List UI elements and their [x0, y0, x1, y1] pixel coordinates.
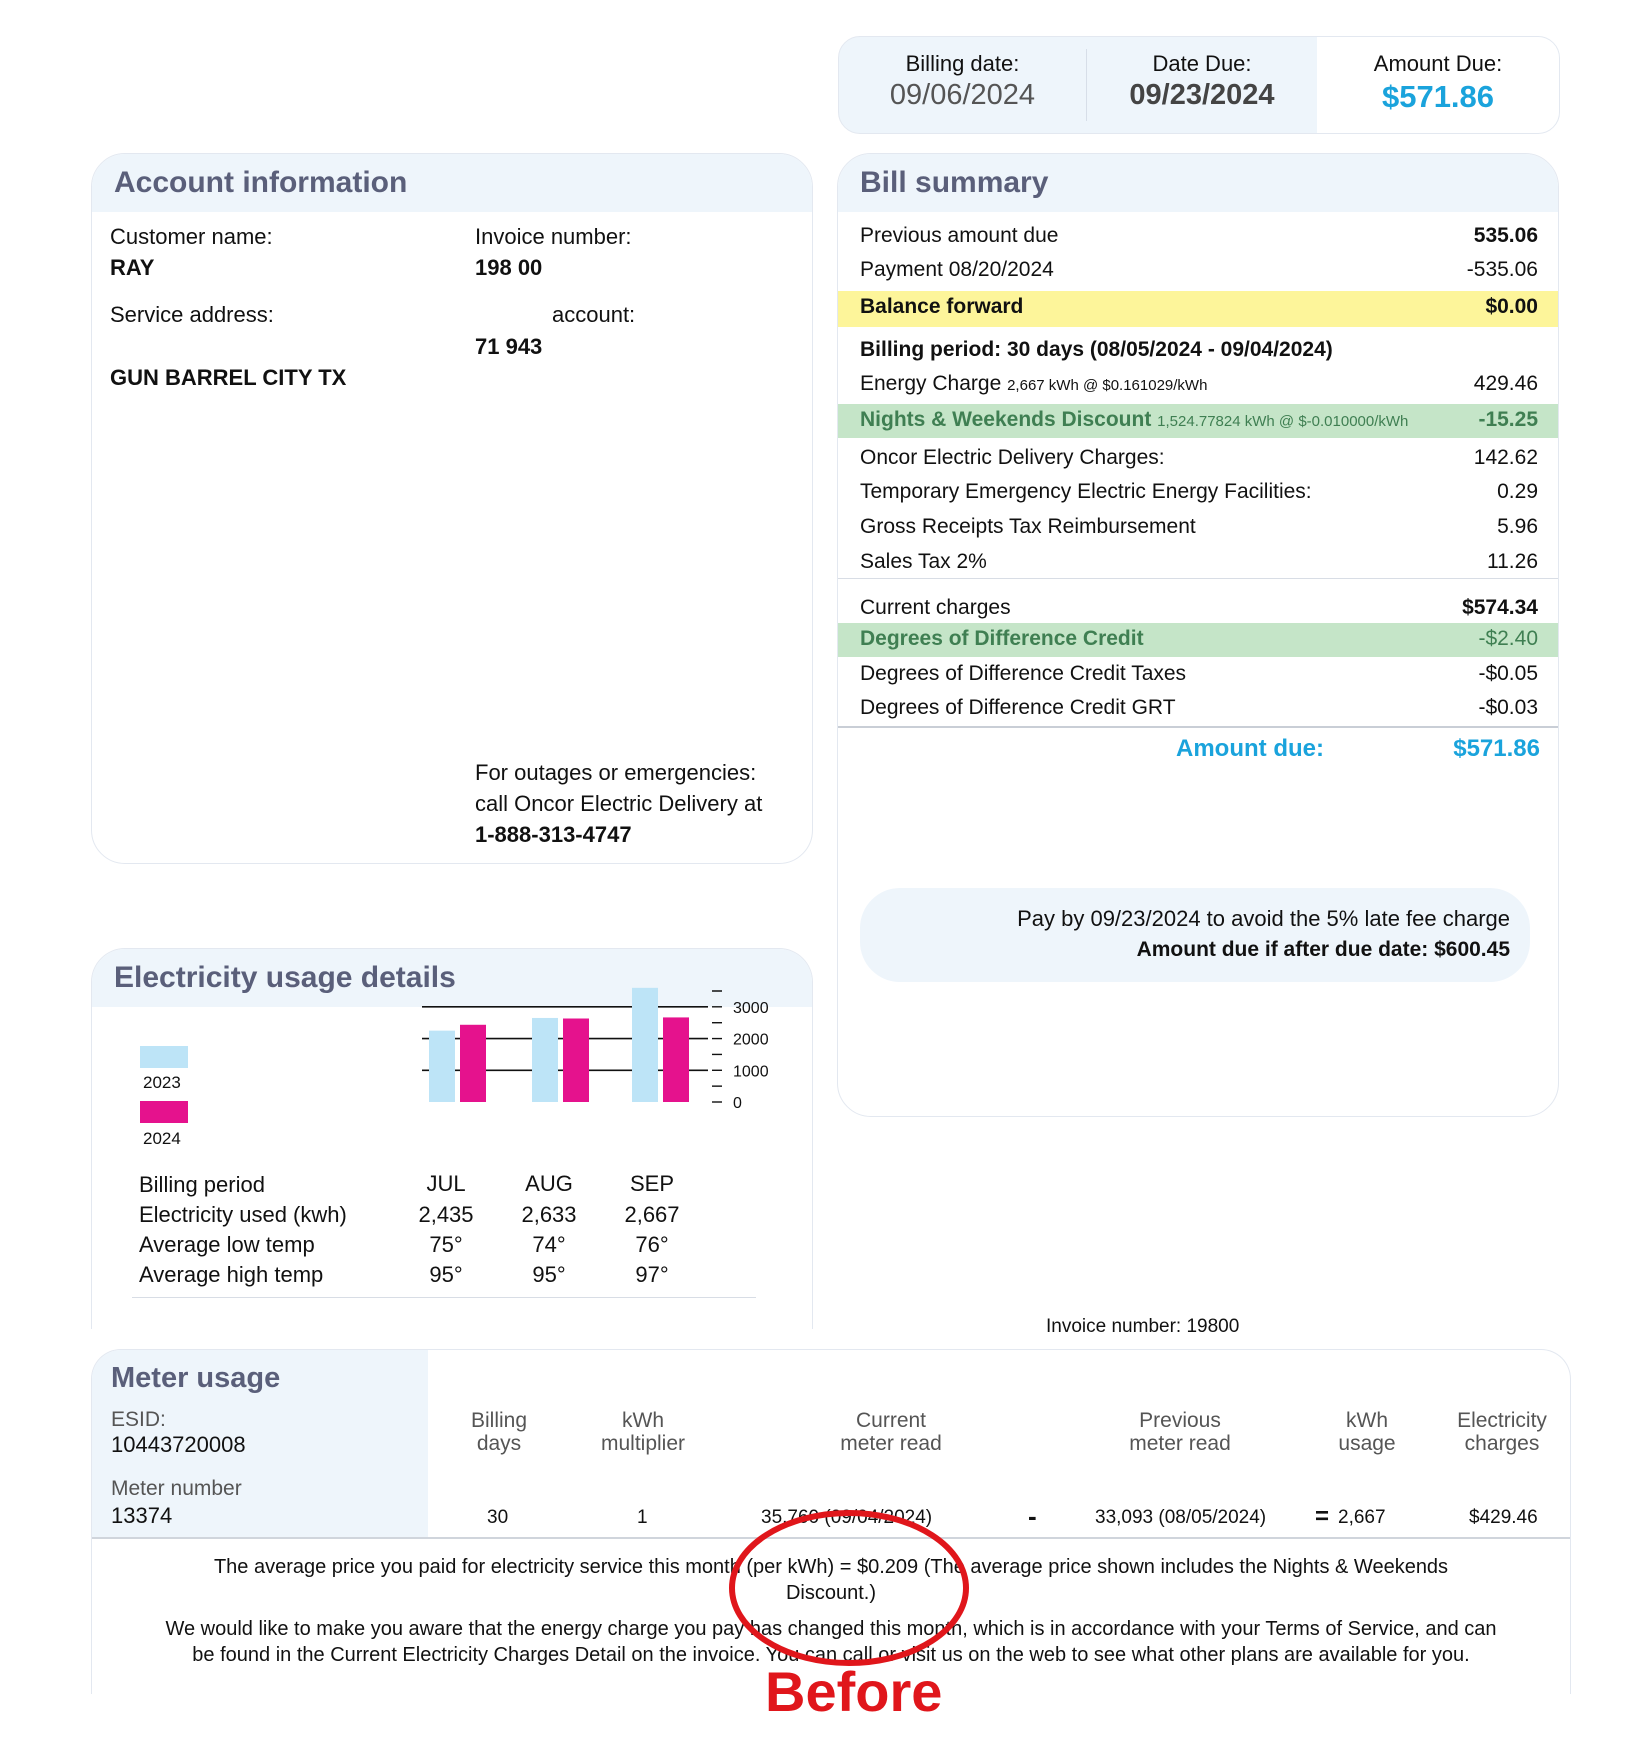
usage-details-title: Electricity usage details [92, 949, 812, 1007]
summary-row-payment [838, 254, 1558, 288]
current-read-value: 35,760 (09/04/2024) [761, 1507, 933, 1528]
header-current-read [811, 1409, 971, 1455]
before-label: Before [765, 1660, 943, 1723]
row-label: Balance forward [860, 295, 1024, 318]
summary-row-degrees-grt [838, 692, 1558, 726]
row-detail: 2,667 kWh @ $0.161029/kWh [1007, 377, 1208, 394]
row-value: $574.34 [1462, 596, 1538, 619]
row-label: Previous amount due [860, 224, 1059, 247]
usage-row-label-kwh: Electricity used (kwh) [139, 1202, 347, 1227]
usage-details-panel [91, 948, 813, 1329]
account-information-panel [91, 153, 813, 864]
bill-summary-title: Bill summary [838, 154, 1558, 212]
outage-line-1: For outages or emergencies: [475, 760, 757, 785]
date-due-value: 09/23/2024 [1129, 79, 1275, 111]
bar-jul-2023 [429, 1031, 455, 1102]
summary-row-degrees-credit [838, 623, 1558, 657]
minus-sign: - [1028, 1501, 1037, 1531]
tick-label: 0 [733, 1095, 742, 1112]
legend-label-2023: 2023 [143, 1073, 181, 1092]
electricity-charges-value: $429.46 [1469, 1507, 1538, 1528]
amount-due-total-value: $571.86 [1453, 735, 1540, 762]
outage-phone: 1-888-313-4747 [475, 822, 632, 847]
row-value: $0.00 [1485, 295, 1538, 318]
average-price-line-2: Discount.) [785, 1582, 877, 1604]
meter-usage-panel [91, 1349, 1571, 1694]
kwh-aug: 2,633 [521, 1202, 577, 1227]
amount-due-value: $571.86 [1381, 79, 1495, 114]
row-label: Payment 08/20/2024 [860, 258, 1054, 281]
header-text: kWh multiplier [600, 1409, 686, 1455]
high-sep: 97° [635, 1262, 669, 1287]
summary-row-sales-tax [838, 546, 1558, 580]
usage-bar-chart [92, 949, 812, 1149]
meter-usage-title: Meter usage [111, 1362, 281, 1394]
divider [838, 578, 1558, 579]
summary-row-previous [838, 220, 1558, 254]
row-value: -$0.05 [1478, 662, 1538, 685]
customer-name: RAY [110, 255, 155, 280]
esid-label: ESID: [111, 1408, 166, 1431]
high-aug: 95° [532, 1262, 566, 1287]
late-fee-line-2: Amount due if after due date: $600.45 [1136, 938, 1510, 961]
esid-value: 10443720008 [111, 1432, 246, 1457]
header-text: Electricity charges [1457, 1409, 1547, 1455]
row-label: Current charges [860, 596, 1011, 619]
usage-row-label-high: Average high temp [139, 1262, 324, 1287]
summary-row-current-charges [838, 592, 1558, 626]
account-information-title: Account information [92, 154, 812, 212]
bar-sep-2023 [632, 988, 658, 1102]
average-price-line-1: The average price you paid for electricity service this month (per kWh) = $0.209 (The average price shown includes the Nights & Weekends [213, 1556, 1449, 1578]
header-text: Billing days [470, 1409, 528, 1455]
invoice-number: 198 00 [475, 255, 543, 280]
row-label: Degrees of Difference Credit [860, 627, 1144, 650]
summary-row-balance-forward [838, 291, 1558, 327]
date-due-cell [1087, 37, 1317, 133]
kwh-sep: 2,667 [624, 1202, 680, 1227]
header-text: Previous meter read [1129, 1409, 1231, 1455]
row-label: Oncor Electric Delivery Charges: [860, 446, 1165, 469]
summary-row-nights-weekends [838, 404, 1558, 438]
tick-label: 1000 [733, 1063, 769, 1081]
low-jul: 75° [429, 1232, 463, 1257]
summary-row-billing-period [838, 334, 1558, 368]
row-value: 0.29 [1497, 480, 1538, 503]
amount-due-cell [1317, 37, 1559, 133]
divider [92, 1537, 1570, 1539]
header-billing-days [439, 1409, 559, 1455]
header-electricity-charges [1432, 1409, 1571, 1455]
billing-date-cell [839, 37, 1086, 133]
account-number: 71 943 [475, 334, 543, 359]
header-kwh-multiplier [573, 1409, 713, 1455]
date-due-label: Date Due: [1152, 51, 1252, 76]
row-label: Billing period: 30 days (08/05/2024 - 09/04/2024) [860, 338, 1333, 361]
summary-row-gross-receipts [838, 511, 1558, 545]
divider [838, 726, 1558, 728]
billing-header [838, 36, 1560, 134]
row-value: -$2.40 [1478, 627, 1538, 650]
row-label: Degrees of Difference Credit GRT [860, 696, 1176, 719]
meter-invoice-line: Invoice number: 19800 [1046, 1316, 1240, 1337]
notice-line-2: be found in the Current Electricity Charges Detail on the invoice. You can call or visit us on the web to see what other plans are available for you. [192, 1644, 1470, 1666]
billing-date-label: Billing date: [905, 51, 1020, 76]
month-sep: SEP [629, 1171, 675, 1196]
header-text: Current meter read [840, 1409, 942, 1455]
equals-sign: = [1315, 1503, 1330, 1530]
summary-row-energy-charge [838, 368, 1558, 402]
bar-sep-2024 [663, 1017, 689, 1102]
service-city: GUN BARREL CITY TX [110, 365, 347, 390]
high-jul: 95° [429, 1262, 463, 1287]
service-address-label: Service address: [110, 302, 274, 327]
multiplier-value: 1 [637, 1507, 648, 1528]
row-value: 142.62 [1473, 446, 1538, 469]
bill-summary-panel [837, 153, 1559, 1117]
month-jul: JUL [426, 1171, 466, 1196]
usage-row-label-billing-period: Billing period [139, 1172, 265, 1197]
summary-row-temporary-emergency [838, 476, 1558, 510]
month-aug: AUG [525, 1171, 573, 1196]
outage-line-2: call Oncor Electric Delivery at [475, 791, 763, 816]
bar-aug-2024 [563, 1018, 589, 1102]
row-value: -535.06 [1466, 258, 1538, 281]
account-label: account: [552, 302, 636, 327]
row-value: 535.06 [1473, 224, 1538, 247]
header-previous-read [1100, 1409, 1260, 1455]
invoice-number-label: Invoice number: [475, 224, 632, 249]
low-aug: 74° [532, 1232, 566, 1257]
tick-label: 2000 [733, 1031, 769, 1049]
late-fee-box [860, 888, 1530, 982]
row-detail: 1,524.77824 kWh @ $-0.010000/kWh [1157, 413, 1409, 430]
divider [132, 1297, 756, 1298]
kwh-usage-value: 2,667 [1338, 1507, 1386, 1528]
summary-row-oncor [838, 442, 1558, 476]
header-kwh-usage [1307, 1409, 1427, 1455]
row-label: Sales Tax 2% [860, 550, 987, 573]
row-value: -15.25 [1478, 408, 1538, 431]
amount-due-label: Amount Due: [1373, 51, 1503, 76]
low-sep: 76° [635, 1232, 669, 1257]
billing-date-value: 09/06/2024 [889, 79, 1036, 111]
notice-line-1: We would like to make you aware that the energy charge you pay has changed this month, which is in accordance with your Terms of Service, and can [165, 1618, 1497, 1640]
row-value: 11.26 [1487, 550, 1538, 573]
meter-number-label: Meter number [111, 1477, 242, 1500]
previous-read-value: 33,093 (08/05/2024) [1095, 1507, 1267, 1528]
row-label: Nights & Weekends Discount [860, 408, 1152, 431]
billing-days-value: 30 [487, 1507, 509, 1528]
late-fee-line-1: Pay by 09/23/2024 to avoid the 5% late fee charge [1017, 906, 1510, 931]
amount-due-total-label: Amount due: [1176, 735, 1324, 762]
kwh-jul: 2,435 [418, 1202, 474, 1227]
legend-label-2024: 2024 [143, 1129, 181, 1148]
row-label: Gross Receipts Tax Reimbursement [860, 515, 1196, 538]
header-text: kWh usage [1338, 1409, 1396, 1455]
bar-aug-2023 [532, 1018, 558, 1102]
row-value: 5.96 [1497, 515, 1538, 538]
summary-row-degrees-taxes [838, 658, 1558, 692]
row-label: Temporary Emergency Electric Energy Facilities: [860, 480, 1312, 503]
row-label: Degrees of Difference Credit Taxes [860, 662, 1187, 685]
customer-name-label: Customer name: [110, 224, 273, 249]
meter-number-value: 13374 [111, 1503, 173, 1528]
row-value: 429.46 [1473, 372, 1538, 395]
row-value: -$0.03 [1478, 696, 1538, 719]
usage-row-label-low: Average low temp [139, 1232, 315, 1257]
bar-jul-2024 [460, 1025, 486, 1102]
row-label: Energy Charge [860, 372, 1002, 395]
tick-label: 3000 [733, 999, 769, 1017]
